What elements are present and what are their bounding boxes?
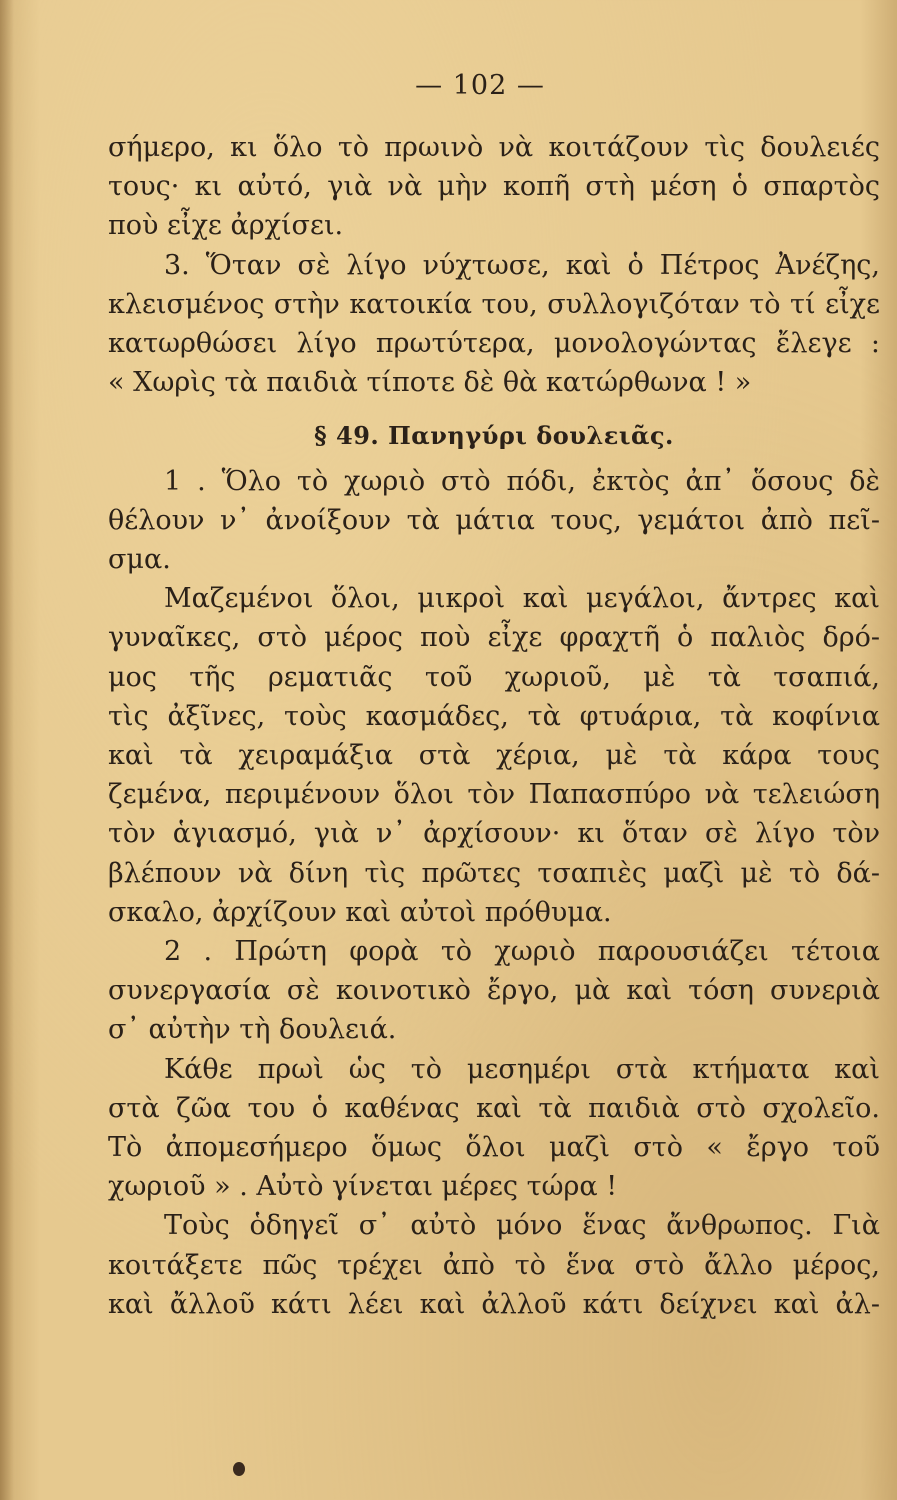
text-line: κοιτάξετε πῶς τρέχει ἀπὸ τὸ ἕνα στὸ ἄλλο μέρος, — [108, 1249, 880, 1281]
text-line: σκαλο, ἀρχίζουν καὶ αὐτοὶ πρόθυμα. — [108, 896, 612, 928]
body-text — [108, 128, 880, 1324]
text-line: σμα. — [108, 544, 171, 576]
page-gutter-shadow — [0, 0, 14, 1500]
text-line: ποὺ εἶχε ἀρχίσει. — [108, 210, 344, 242]
text-line: 1 . Ὅλο τὸ χωριὸ στὸ πόδι, ἐκτὸς ἀπ᾽ ὅσους δὲ — [164, 465, 880, 497]
text-line: « Χωρὶς τὰ παιδιὰ τίποτε δὲ θὰ κατώρθωνα ! » — [108, 367, 752, 399]
page-number: — 102 — — [415, 70, 545, 101]
text-line: γυναῖκες, στὸ μέρος ποὺ εἶχε φραχτῆ ὁ παλιὸς δρό- — [108, 622, 880, 654]
text-line: 2 . Πρώτη φορὰ τὸ χωριὸ παρουσιάζει τέτοια — [164, 936, 880, 968]
text-line: σ᾽ αὐτὴν τὴ δουλειά. — [108, 1014, 397, 1046]
text-line: κατωρθώσει λίγο πρωτύτερα, μονολογώντας ἔλεγε : — [108, 328, 880, 360]
text-line: Τοὺς ὁδηγεῖ σ᾽ αὐτὸ μόνο ἕνας ἄνθρωπος. Γιὰ — [164, 1210, 880, 1242]
section-heading: § 49. Πανηγύρι δουλειᾶς. — [314, 421, 674, 451]
text-line: Τὸ ἀπομεσήμερο ὅμως ὅλοι μαζὶ στὸ « ἔργο τοῦ — [108, 1132, 880, 1164]
text-line: χωριοῦ » . Αὐτὸ γίνεται μέρες τώρα ! — [108, 1171, 618, 1203]
text-line: καὶ ἄλλοῦ κάτι λέει καὶ ἀλλοῦ κάτι δείχνει καὶ ἀλ- — [108, 1288, 880, 1320]
text-line: μος τῆς ρεματιᾶς τοῦ χωριοῦ, μὲ τὰ τσαπιά, — [108, 661, 880, 693]
text-line: τὸν ἁγιασμό, γιὰ ν᾽ ἀρχίσουν· κι ὅταν σὲ λίγο τὸν — [108, 818, 880, 850]
text-line: ζεμένα, περιμένουν ὅλοι τὸν Παπασπύρο νὰ τελειώση — [108, 779, 880, 811]
text-line: 3. Ὅταν σὲ λίγο νύχτωσε, καὶ ὁ Πέτρος Ἀνέζης, — [164, 249, 880, 281]
text-line: τους· κι αὐτό, γιὰ νὰ μὴν κοπῆ στὴ μέση ὁ σπαρτὸς — [108, 171, 880, 203]
text-line: βλέπουν νὰ δίνη τὶς πρῶτες τσαπιὲς μαζὶ μὲ τὸ δά- — [108, 857, 880, 889]
text-line: καὶ τὰ χειραμάξια στὰ χέρια, μὲ τὰ κάρα τους — [108, 740, 880, 772]
text-line: θέλουν ν᾽ ἀνοίξουν τὰ μάτια τους, γεμάτοι ἀπὸ πεῖ- — [108, 504, 880, 536]
text-line: στὰ ζῶα του ὁ καθένας καὶ τὰ παιδιὰ στὸ σχολεῖο. — [108, 1092, 880, 1124]
text-line: τὶς ἀξῖνες, τοὺς κασμάδες, τὰ φτυάρια, τὰ κοφίνια — [108, 700, 880, 732]
text-line: κλεισμένος στὴν κατοικία του, συλλογιζόταν τὸ τί εἶχε — [108, 288, 880, 320]
text-line: συνεργασία σὲ κοινοτικὸ ἔργο, μὰ καὶ τόση συνεριὰ — [108, 975, 880, 1007]
text-line: Κάθε πρωὶ ὡς τὸ μεσημέρι στὰ κτήματα καὶ — [164, 1053, 880, 1085]
text-line: Μαζεμένοι ὅλοι, μικροὶ καὶ μεγάλοι, ἄντρες καὶ — [164, 583, 880, 615]
text-line: σήμερο, κι ὅλο τὸ πρωινὸ νὰ κοιτάζουν τὶς δουλειές — [108, 132, 880, 163]
ink-spot — [233, 1462, 245, 1476]
